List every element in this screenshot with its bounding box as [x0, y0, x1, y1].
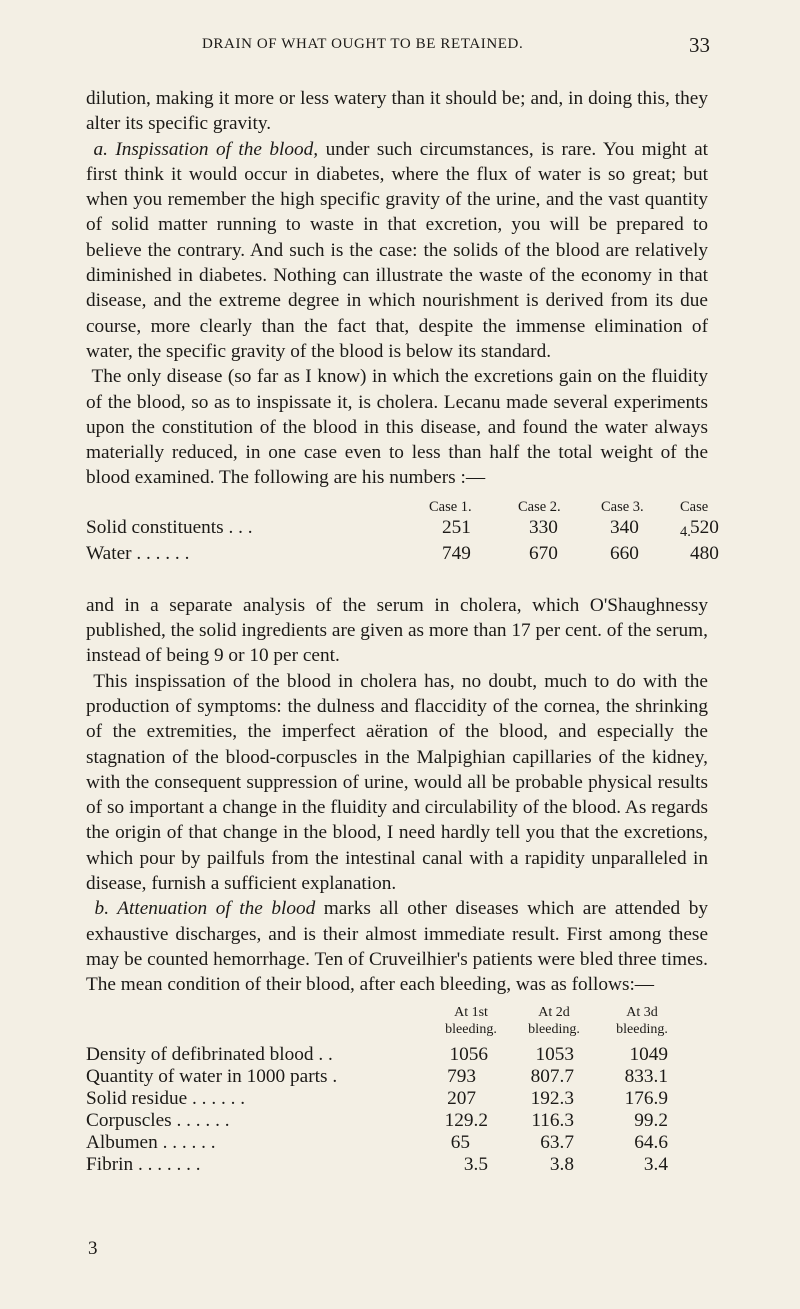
table1-cell: 670: [529, 542, 558, 564]
paragraph-dilution: dilution, making it more or less watery than it should be; and, in doing this, they alter its specific gravity.: [86, 88, 708, 135]
signature-mark: 3: [88, 1238, 98, 1259]
table2-cell: 3.4: [643, 1153, 668, 1175]
table2-header-line: At 3d: [626, 1004, 658, 1020]
table2-header-line: bleeding.: [445, 1021, 497, 1037]
table1-header-case4: Case 4.: [680, 498, 709, 541]
table1-cell: 749: [442, 542, 471, 564]
paragraph-cholera: [86, 364, 708, 490]
table2-cell: 833.1: [624, 1065, 668, 1087]
table2-header-2d: [516, 1004, 592, 1038]
table2-cell: 3.5: [463, 1153, 488, 1175]
table2-cell: 793: [447, 1065, 476, 1087]
table2-cell: 63.7: [540, 1131, 574, 1153]
table2-cell: 64.6: [634, 1131, 668, 1153]
table2-header-3d: [602, 1004, 682, 1038]
table2-row-label: Fibrin . . . . . . .: [86, 1153, 201, 1175]
table2-header-1st: [436, 1004, 506, 1038]
table2-header-line: At 1st: [454, 1004, 488, 1020]
table1-header-case3: Case 3.: [601, 498, 644, 515]
running-title: DRAIN OF WHAT OUGHT TO BE RETAINED.: [202, 36, 524, 52]
table2-cell: 65: [450, 1131, 470, 1153]
paragraph-cholera-text: The only disease (so far as I know) in which the excretions gain on the fluidity of the blood, so as to inspissate it, is cholera. Lecanu made several experiments upon the constitution of the blood in this disease, and found the water always materially reduced, in one case even to less than half the total weight of the blood examined. The following are his numbers :—: [86, 366, 708, 489]
table1-cell: 330: [529, 516, 558, 538]
section-label-b: b. Attenuation of the blood: [94, 898, 316, 920]
table1-cell: 520: [690, 516, 719, 538]
table1-row-label: Solid constituents . . .: [86, 516, 253, 538]
page-number: 33: [689, 33, 710, 57]
table2-header-line: bleeding.: [528, 1021, 580, 1037]
table1-cell: 340: [610, 516, 639, 538]
table2-row-label: Quantity of water in 1000 parts .: [86, 1065, 338, 1087]
paragraph-inspissation: [86, 137, 708, 365]
table2-cell: 1049: [629, 1043, 668, 1065]
table2-cell: 3.8: [549, 1153, 574, 1175]
table2-cell: 116.3: [531, 1109, 574, 1131]
table1-cell: 660: [610, 542, 639, 564]
table2-cell: 99.2: [634, 1109, 668, 1131]
table2-cell: 176.9: [624, 1087, 668, 1109]
table1-row-label: Water . . . . . .: [86, 542, 190, 564]
paragraph-attenuation-text: marks all other diseases which are attended by exhaustive discharges, and is their almost immediate result. First among these may be counted hemorrhage. Ten of Cruveilhier's patients were bled three times. The mean condition of their blood, after each bleeding, was as follows:—: [86, 898, 708, 996]
table2-cell: 207: [447, 1087, 476, 1109]
paragraph-symptoms-text: This inspissation of the blood in cholera has, no doubt, much to do with the production of symptoms: the dulness and flaccidity of the cornea, the shrinking of the extremities, the imperfect aëration of the blood, and especially the stagnation of the blood-corpuscles in the Malpighian capillaries of the kidney, with the consequent suppression of urine, would all be probable physical results of so important a change in the fluidity and circulability of the blood. As regards the origin of that change in the blood, I need hardly tell you that the excretions, which pour by pailfuls from the intestinal canal with a rapidity unparalleled in disease, furnish a sufficient explanation.: [86, 670, 708, 895]
table2-row-label: Albumen . . . . . .: [86, 1131, 216, 1153]
table2-row-label: Density of defibrinated blood . .: [86, 1043, 333, 1065]
section-label-a: a. Inspissation of the blood,: [93, 138, 319, 160]
table2-header-line: At 2d: [538, 1004, 570, 1020]
table2-cell: 192.3: [530, 1087, 574, 1109]
table1-header-case2: Case 2.: [518, 498, 561, 515]
table2-cell: 1056: [449, 1043, 488, 1065]
table2-header-line: bleeding.: [616, 1021, 668, 1037]
page-body: [86, 86, 719, 1178]
table2-row-label: Corpuscles . . . . . .: [86, 1109, 230, 1131]
table1-cell: 251: [442, 516, 471, 538]
paragraph-inspissation-text: under such circumstances, is rare. You might at first think it would occur in diabetes, where the flux of water is so great; but when you remember the high specific gravity of the urine, and the vast quantity of solid matter running to waste in that excretion, you will be prepared to believe the contrary. And such is the case: the solids of the blood are relatively diminished in diabetes. Nothing can illustrate the waste of the economy in that disease, and the extreme degree in which nourishment is derived from its due course, more clearly than the fact that, despite the immense elimination of water, the specific gravity of the blood is below its standard.: [86, 138, 708, 362]
table1-header-case1: Case 1.: [429, 498, 472, 515]
table2-row-label: Solid residue . . . . . .: [86, 1087, 246, 1109]
table1-cell: 480: [690, 542, 719, 564]
paragraph-symptoms: [86, 669, 708, 897]
lecanu-table: [86, 491, 719, 593]
table2-cell: 807.7: [530, 1065, 574, 1087]
cruveilhier-table: [86, 998, 708, 1178]
paragraph-attenuation: [86, 896, 708, 997]
table2-cell: 1053: [535, 1043, 574, 1065]
paragraph-serum: and in a separate analysis of the serum in cholera, which O'Shaughnessy published, the solid ingredients are given as more than 17 per cent. of the serum, instead of being 9 or 10 per cent.: [86, 594, 708, 667]
table2-cell: 129.2: [444, 1109, 488, 1131]
